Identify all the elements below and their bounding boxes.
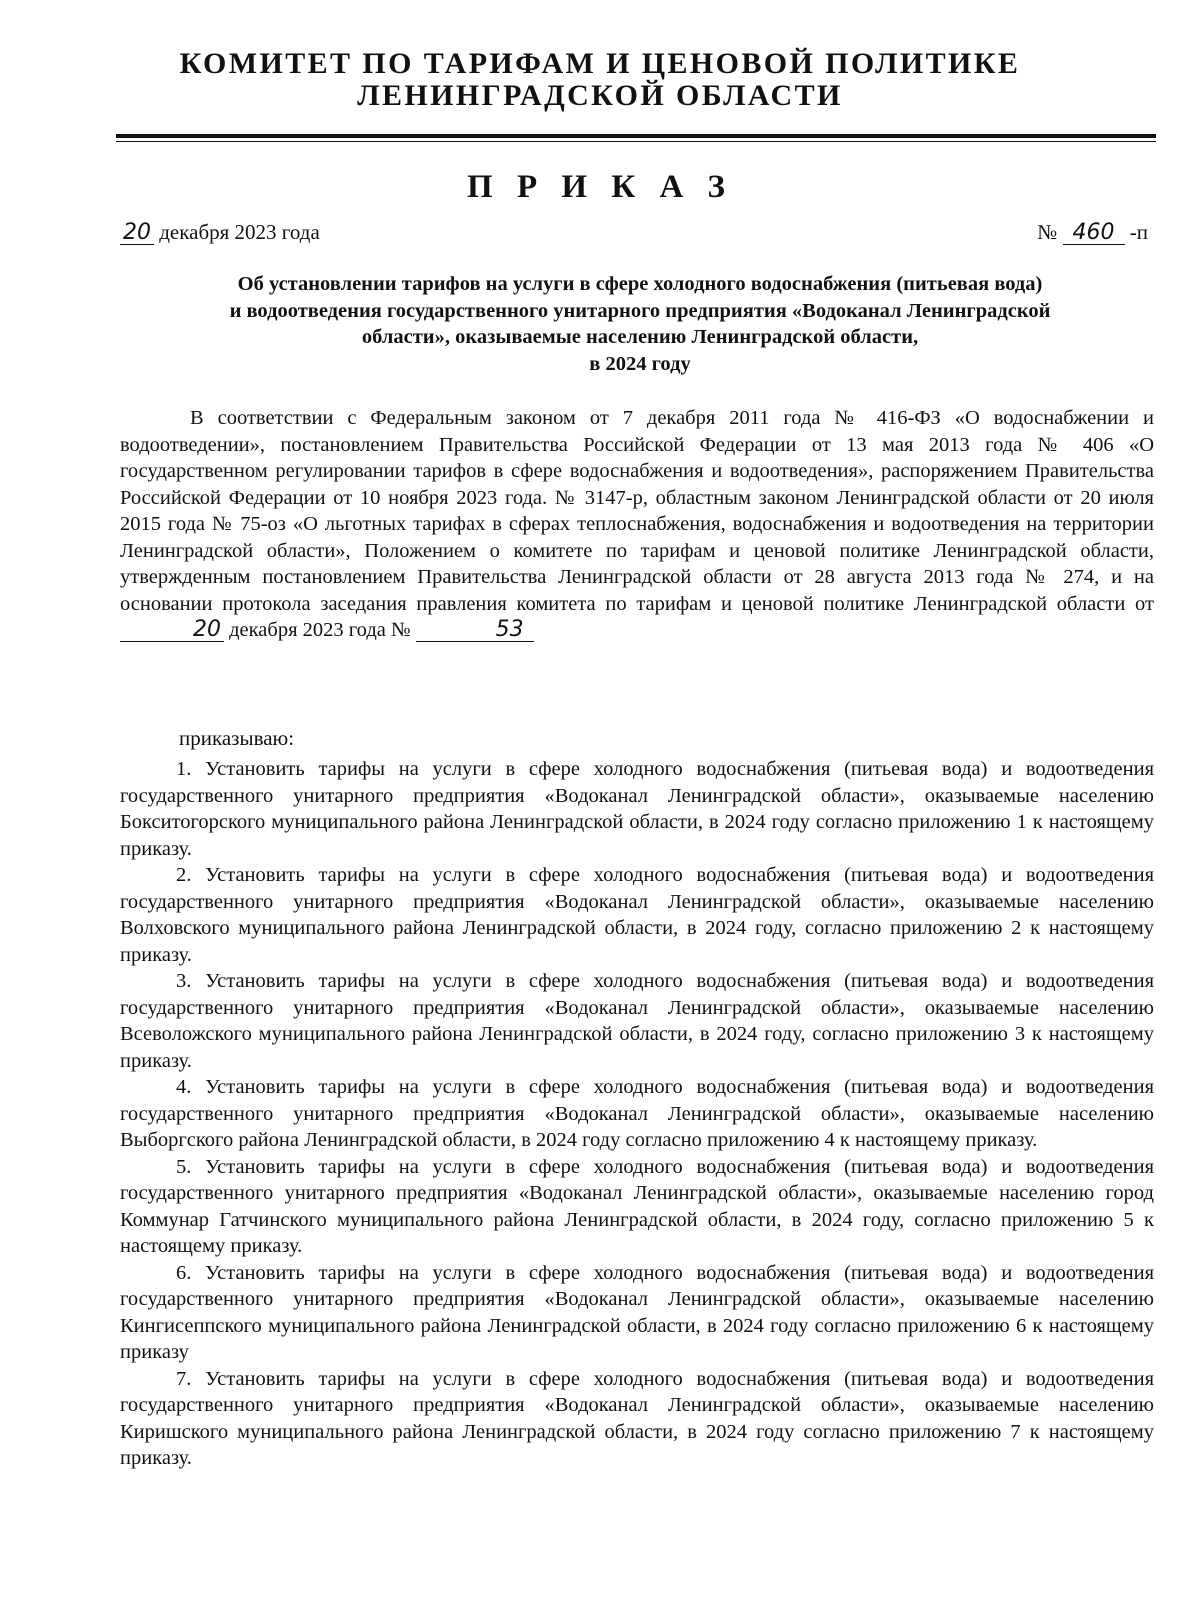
date-day-handwritten: 20: [120, 222, 154, 245]
order-items-list: [120, 756, 1154, 1472]
document-date: [120, 219, 320, 245]
document-number: [1037, 219, 1148, 245]
org-name-line1: КОМИТЕТ ПО ТАРИФАМ И ЦЕНОВОЙ ПОЛИТИКЕ: [179, 47, 1021, 80]
header-rule-thin: [116, 141, 1156, 142]
number-prefix: №: [1037, 220, 1058, 244]
preamble-text-after: декабря 2023 года №: [229, 619, 411, 641]
preamble-text: В соответствии с Федеральным законом от 7 декабря 2011 года № 416-ФЗ «О водоснабжении и водоотведении», постановлением Правительства Российской Федерации от 13 мая 2013 года № 406 «О государственном регулировании тарифов в сфере водоснабжения и водоотведения», распоряжением Правительства Российской Федерации от 10 ноября 2023 года. № 3147-р, областным законом Ленинградской области от 20 июля 2015 года № 75-оз «О льготных тарифах в сферах теплоснабжения, водоснабжения и водоотведения на территории Ленинградской области», Положением о комитете по тарифам и ценовой политике Ленинградской области, утвержденным постановлением Правительства Ленинградской области от 28 августа 2013 года № 274, и на основании протокола заседания правления комитета по тарифам и ценовой политике Ленинградской области от: [120, 407, 1154, 615]
order-word: приказываю:: [179, 726, 295, 750]
order-item-7: 7. Установить тарифы на услуги в сфере холодного водоснабжения (питьевая вода) и водоотведения государственного унитарного предприятия «Водоканал Ленинградской области», оказываемые населению Киришского муниципального района Ленинградской области, в 2024 году согласно приложению 7 к настоящему приказу.: [120, 1367, 1154, 1469]
preamble-paragraph: [120, 405, 1154, 644]
document-heading: [120, 271, 1160, 377]
order-item-6: 6. Установить тарифы на услуги в сфере холодного водоснабжения (питьевая вода) и водоотведения государственного унитарного предприятия «Водоканал Ленинградской области», оказываемые населению Кингисеппского муниципального района Ленинградской области, в 2024 году согласно приложению 6 к настоящему приказу: [120, 1261, 1154, 1363]
order-item-5: 5. Установить тарифы на услуги в сфере холодного водоснабжения (питьевая вода) и водоотведения государственного унитарного предприятия «Водоканал Ленинградской области», оказываемые населению город Коммунар Гатчинского муниципального района Ленинградской области, в 2024 году, согласно приложению 5 к настоящему приказу.: [120, 1155, 1154, 1257]
heading-line-4: в 2024 году: [589, 352, 691, 375]
date-rest: декабря 2023 года: [159, 220, 320, 244]
order-item-1: 1. Установить тарифы на услуги в сфере холодного водоснабжения (питьевая вода) и водоотведения государственного унитарного предприятия «Водоканал Ленинградской области», оказываемые населению Бокситогорского муниципального района Ленинградской области, в 2024 году согласно приложению 1 к настоящему приказу.: [120, 758, 1154, 860]
number-suffix: -п: [1129, 220, 1148, 244]
order-item-2: 2. Установить тарифы на услуги в сфере холодного водоснабжения (питьевая вода) и водоотведения государственного унитарного предприятия «Водоканал Ленинградской области», оказываемые населению Волховского муниципального района Ленинградской области, в 2024 году, согласно приложению 2 к настоящему приказу.: [120, 864, 1154, 966]
protocol-number-handwritten: 53: [416, 619, 534, 642]
heading-line-2: и водоотведения государственного унитарного предприятия «Водоканал Ленинградской: [229, 299, 1051, 322]
header-rule-thick: [116, 134, 1156, 138]
document-type-title: П Р И К А З: [467, 169, 733, 205]
protocol-day-handwritten: 20: [120, 619, 224, 642]
heading-line-1: Об установлении тарифов на услуги в сфере холодного водоснабжения (питьевая вода): [237, 273, 1043, 295]
order-item-4: 4. Установить тарифы на услуги в сфере холодного водоснабжения (питьевая вода) и водоотведения государственного унитарного предприятия «Водоканал Ленинградской области», оказываемые населению Выборгского района Ленинградской области, в 2024 году согласно приложению 4 к настоящему приказу.: [120, 1076, 1154, 1151]
number-value-handwritten: 460: [1063, 222, 1125, 245]
heading-line-3: области», оказываемые населению Ленинградской области,: [361, 326, 919, 348]
order-item-3: 3. Установить тарифы на услуги в сфере холодного водоснабжения (питьевая вода) и водоотведения государственного унитарного предприятия «Водоканал Ленинградской области», оказываемые населению Всеволожского муниципального района Ленинградской области, в 2024 году, согласно приложению 3 к настоящему приказу.: [120, 970, 1154, 1072]
org-name-line2: ЛЕНИНГРАДСКОЙ ОБЛАСТИ: [357, 79, 843, 112]
